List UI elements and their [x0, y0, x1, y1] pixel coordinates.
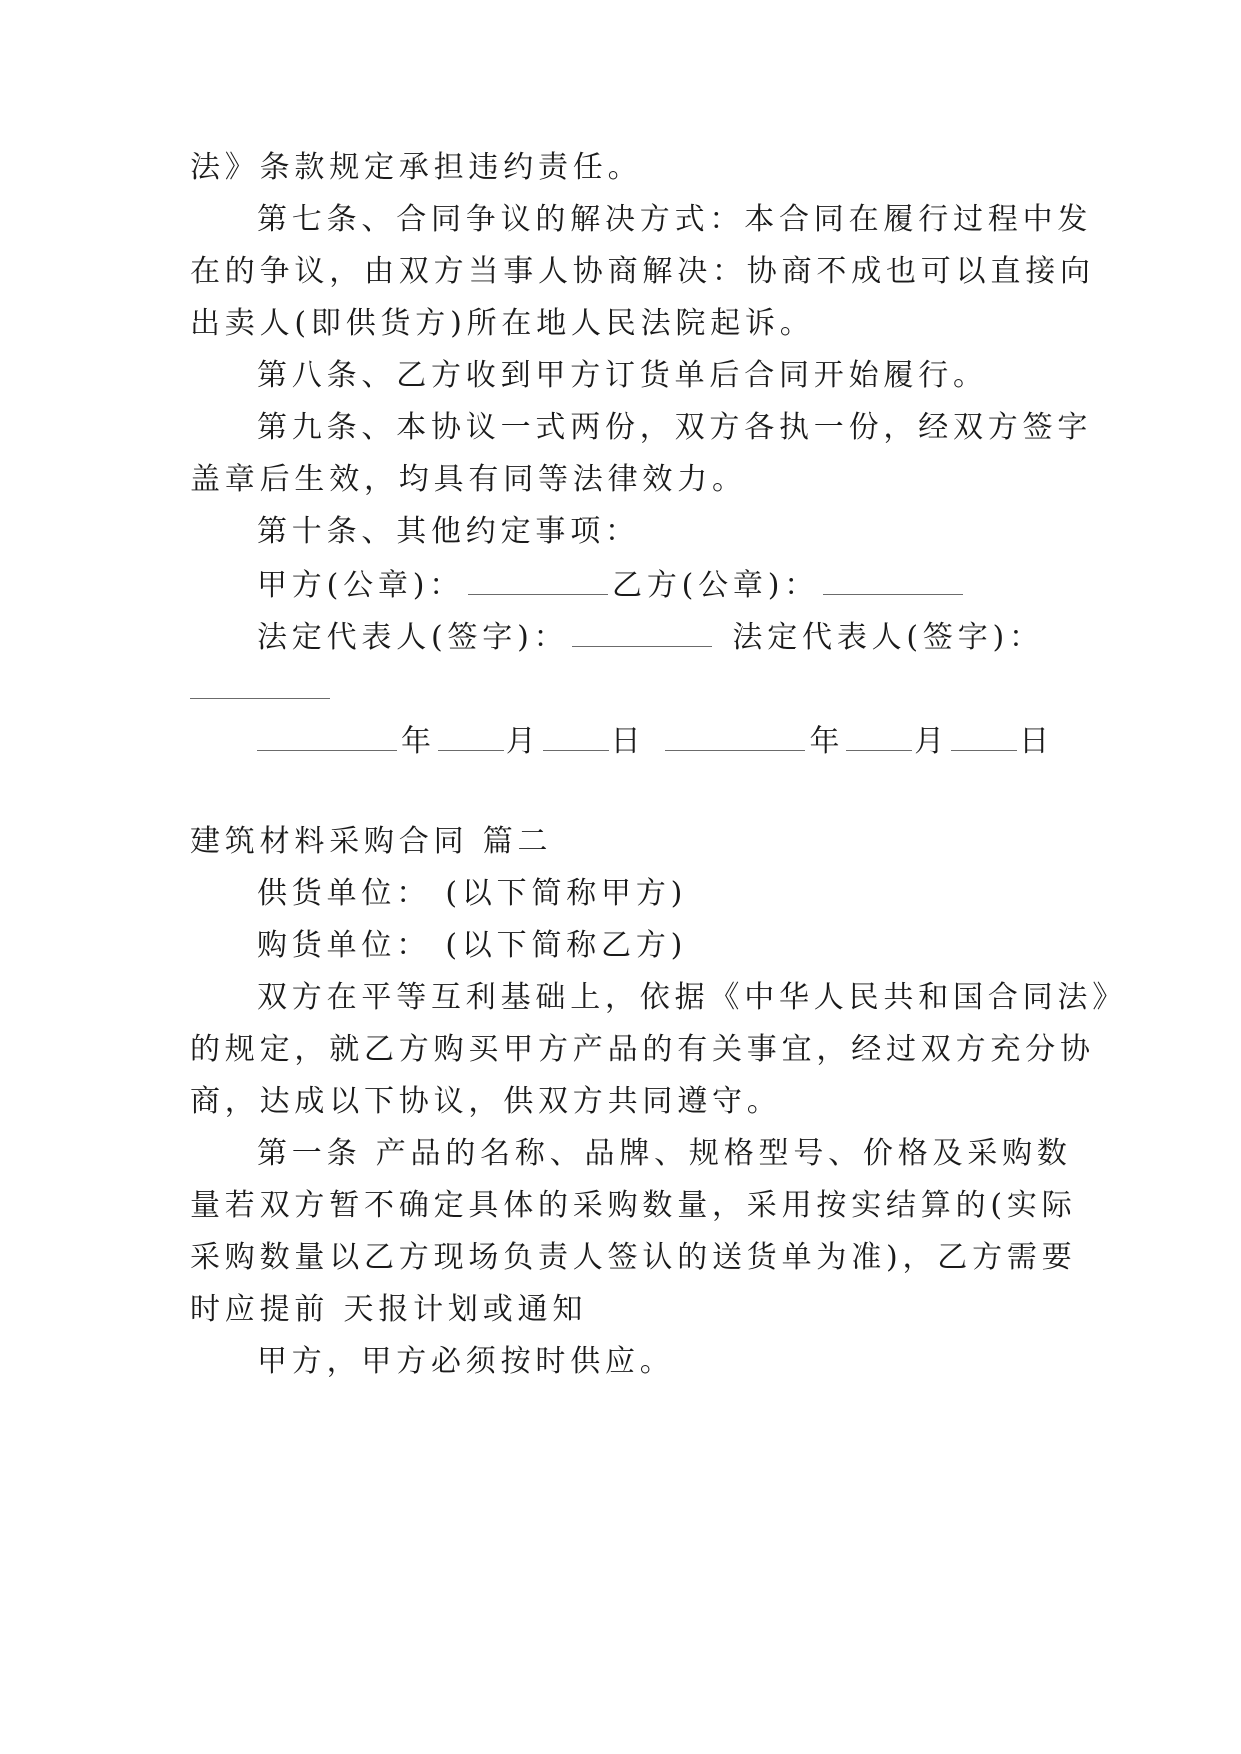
signature-seal-line: [257, 564, 1070, 606]
text-line: 的规定，就乙方购买甲方产品的有关事宜，经过双方充分协: [190, 1032, 1095, 1067]
text-line: 第八条、乙方收到甲方订货单后合同开始履行。: [257, 358, 988, 393]
text-line: 第七条、合同争议的解决方式：本合同在履行过程中发: [257, 202, 1093, 237]
date-year-blank-b: [665, 720, 805, 751]
party-a-rep-blank: [572, 616, 712, 647]
party-a-seal-blank: [468, 564, 608, 595]
date-year-label-a: 年: [401, 724, 436, 759]
buyer-line: 购货单位： (以下简称乙方): [257, 928, 688, 963]
text-line: 出卖人(即供货方)所在地人民法院起诉。: [190, 306, 815, 341]
date-day-label-b: 日: [1019, 724, 1054, 759]
date-year-blank-a: [257, 720, 397, 751]
section-title: 建筑材料采购合同 篇二: [190, 824, 553, 859]
party-a-rep-label: 法定代表人(签字)：: [257, 620, 569, 655]
party-b-seal-blank: [823, 564, 963, 595]
supplier-line: 供货单位： (以下简称甲方): [257, 876, 688, 911]
date-month-label-b: 月: [914, 724, 950, 759]
date-day-blank-b: [951, 720, 1017, 751]
text-line: 甲方，甲方必须按时供应。: [257, 1344, 675, 1379]
date-month-blank-b: [846, 720, 912, 751]
text-line: 盖章后生效，均具有同等法律效力。: [190, 462, 747, 497]
signature-rep-line: [257, 616, 1070, 658]
party-a-seal-label: 甲方(公章)：: [257, 568, 465, 603]
text-line: 双方在平等互利基础上，依据《中华人民共和国合同法》: [257, 980, 1127, 1015]
party-b-seal-label: 乙方(公章)：: [612, 568, 820, 603]
date-day-blank-a: [543, 720, 609, 751]
text-line: 量若双方暂不确定具体的采购数量，采用按实结算的(实际: [190, 1188, 1077, 1223]
party-b-rep-blank: [190, 668, 330, 699]
text-line: 在的争议，由双方当事人协商解决：协商不成也可以直接向: [190, 254, 1095, 289]
text-line: 采购数量以乙方现场负责人签认的送货单为准)，乙方需要: [190, 1240, 1077, 1275]
date-month-label-a: 月: [505, 724, 541, 759]
text-line: 第九条、本协议一式两份，双方各执一份，经双方签字: [257, 410, 1093, 445]
date-year-label-b: 年: [809, 724, 845, 759]
signature-rep-continuation: [190, 668, 1070, 710]
date-month-blank-a: [438, 720, 504, 751]
date-day-label-a: 日: [610, 724, 646, 759]
text-line: 第一条 产品的名称、品牌、规格型号、价格及采购数: [257, 1136, 1072, 1171]
text-line: 商，达成以下协议，供双方共同遵守。: [190, 1084, 782, 1119]
party-b-rep-label: 法定代表人(签字)：: [732, 620, 1044, 655]
text-line: 第十条、其他约定事项：: [257, 514, 640, 549]
date-line: [257, 720, 1070, 762]
text-line: 时应提前 天报计划或通知: [190, 1292, 588, 1327]
text-line: 法》条款规定承担违约责任。: [190, 150, 643, 185]
